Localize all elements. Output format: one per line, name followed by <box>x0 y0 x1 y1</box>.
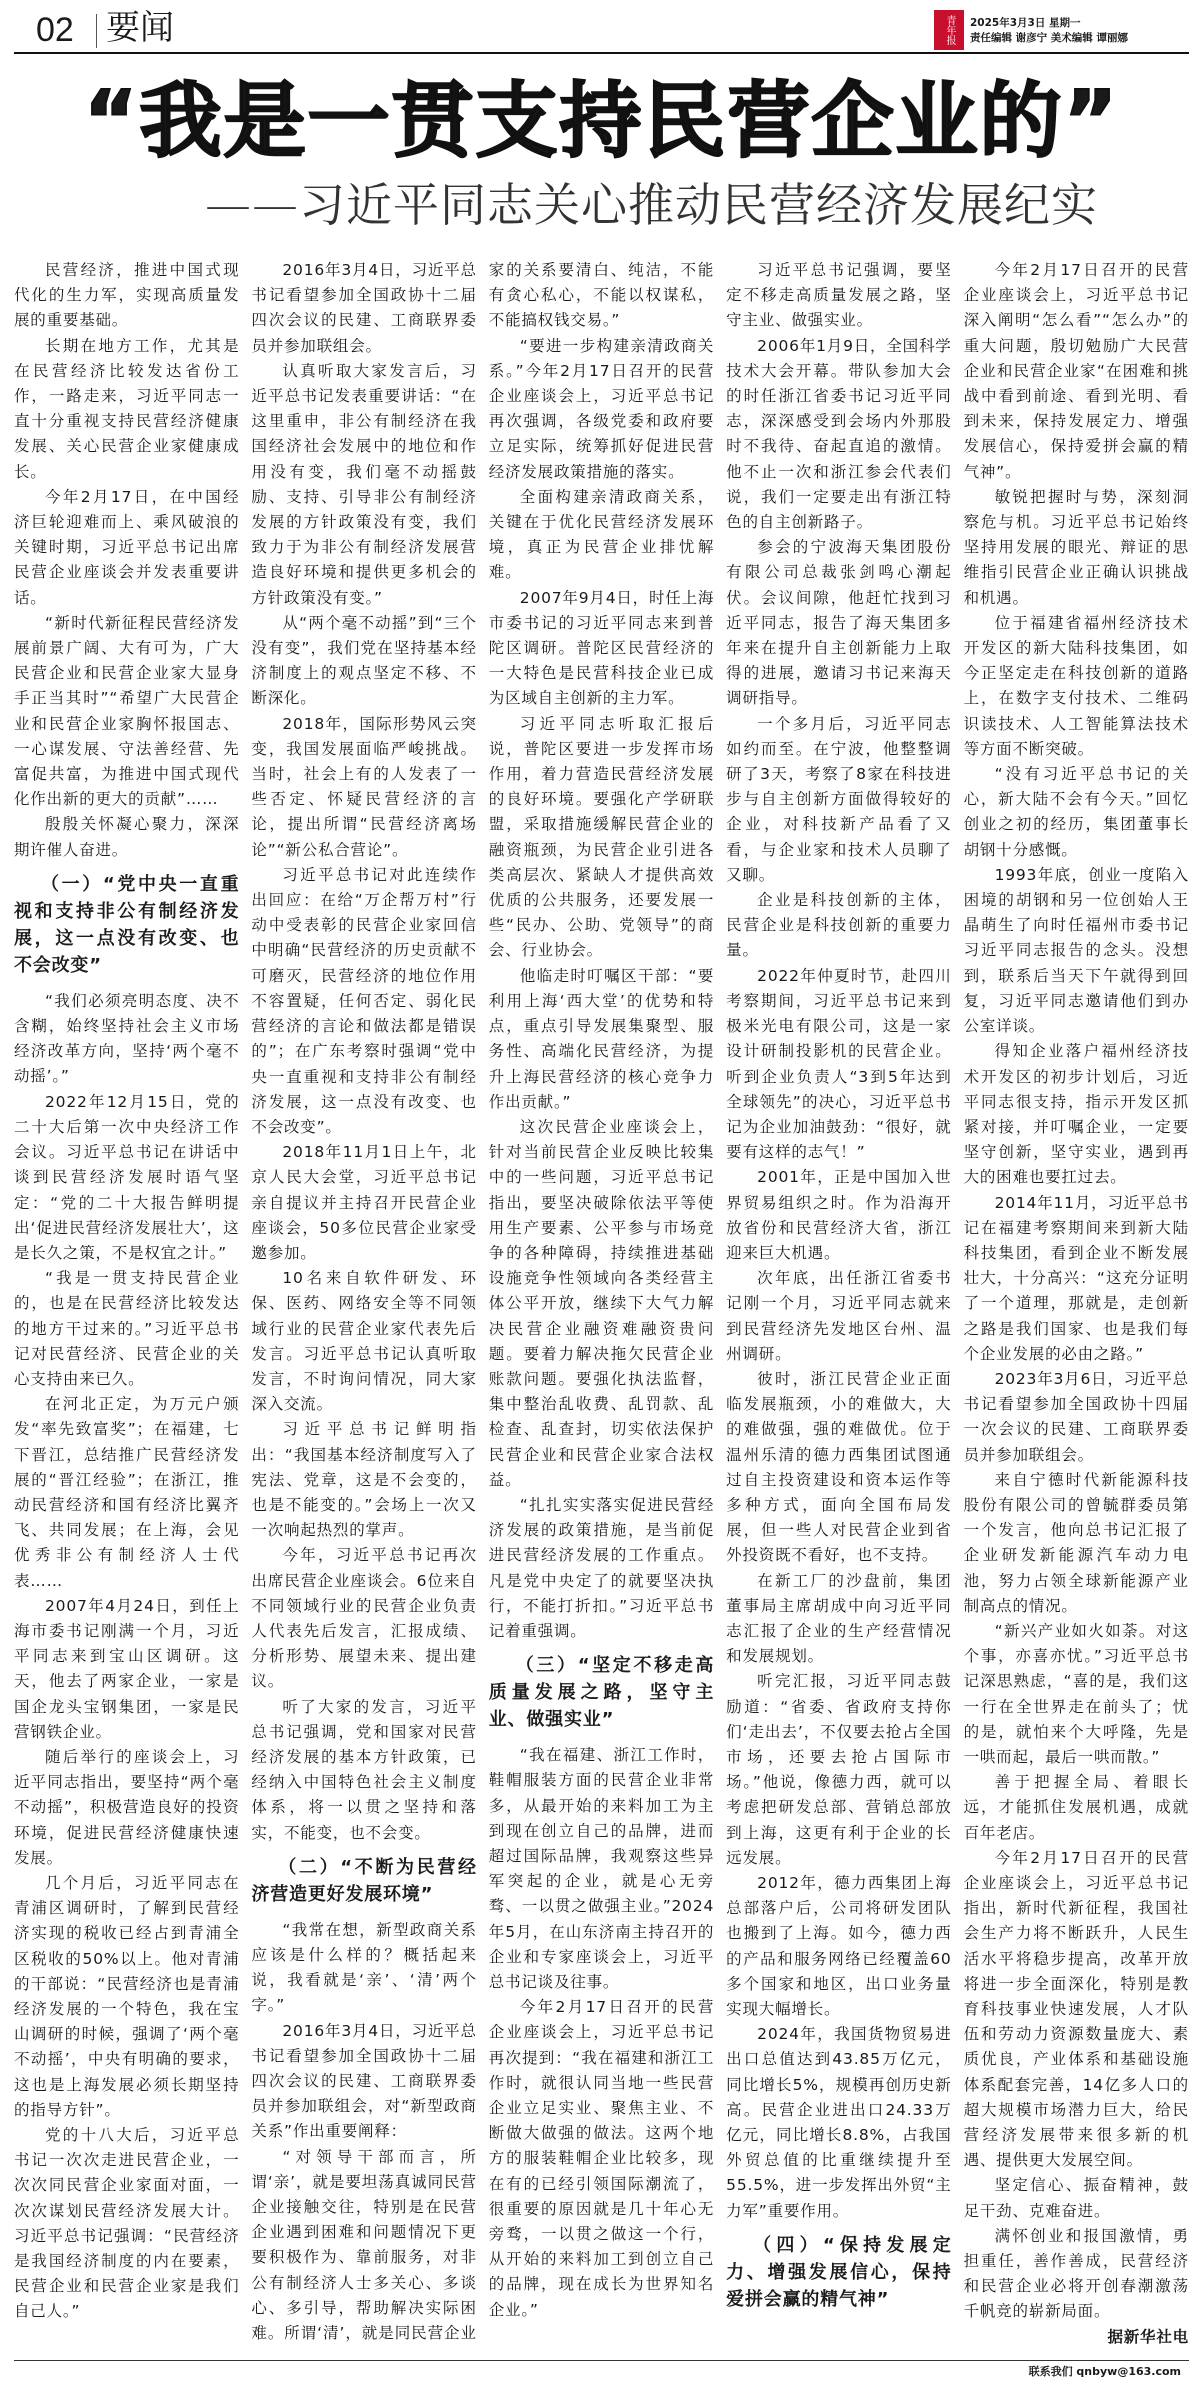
paragraph: 一个多月后，习近平同志如约而至。在宁波，他整整调研了3天，考察了8家在科技进步与自主创新方面做得较好的企业，对科技新产品看了又看，与企业家和技术人员聊了又聊。 <box>726 714 952 884</box>
paragraph: 2022年仲夏时节，赴四川考察期间，习近平总书记来到极米光电有限公司，这是一家设计研制投影机的民营企业。听到企业负责人“3到5年达到全球领先”的决心，习近平总书记为企业加油鼓劲：“很好，就要有这样的志气！” <box>726 966 952 1162</box>
article-source: 据新华社电 <box>1107 2327 1189 2346</box>
article-body <box>14 258 1189 2350</box>
paragraph: 得知企业落户福州经济技术开发区的初步计划后，习近平同志很支持，指示开发区抓紧对接，并叮嘱企业，一定要坚守创新，坚守实业，遇到再大的困难也要扛过去。 <box>963 1042 1189 1187</box>
paragraph: 次年底，出任浙江省委书记刚一个月，习近平同志就来到民营经济先发地区台州、温州调研。 <box>726 1269 952 1363</box>
paragraph: 2022年12月15日，党的二十大后第一次中央经济工作会议。习近平总书记在讲话中谈到民营经济发展时语气坚定：“党的二十大报告鲜明提出‘促进民营经济发展壮大’，这是长久之策，不是权宜之计。” <box>14 1092 240 1262</box>
paragraph: 听了大家的发言，习近平总书记强调，党和国家对民营经济发展的基本方针政策，已经纳入中国特色社会主义制度体系，将一以贯之坚持和落实，不能变，也不会变。 <box>251 1697 477 1842</box>
section-name: 要闻 <box>106 8 174 48</box>
paragraph: 党的十八大后，习近平总书记一次次走进民营企业，一次次同民营企业家面对面，一次次谋划民营经济发展大计。习近平总书记强调：“民营经济是我国经济制度的内在要素，民营企业和民营企业家是我们自己人。” <box>14 2126 240 2321</box>
paragraph: 2007年9月4日，时任上海市委书记的习近平同志来到普陀区调研。普陀区民营经济的一大特色是民营科技企业已成为区域自主创新的主力军。 <box>488 588 715 708</box>
paragraph: 彼时，浙江民营企业正面临发展瓶颈，小的难做大，大的难做强，强的难做优。位于温州乐清的德力西集团试图通过自主投资建设和资本运作等多种方式，面向全国布局发展，但一些人对民营企业到省外投资既不看好，也不支持。 <box>726 1369 952 1565</box>
paragraph: “我常在想，新型政商关系应该是什么样的？概括起来说，我看就是‘亲’、‘清’两个字。” <box>251 1920 477 2015</box>
paragraph: 10名来自软件研发、环保、医药、网络安全等不同领域行业的民营企业家代表先后发言。习近平总书记认真听取发言，不时询问情况，同大家深入交流。 <box>251 1269 477 1414</box>
paragraph: 今年2月17日，在中国经济巨轮迎难而上、乘风破浪的关键时期，习近平总书记出席民营企业座谈会并发表重要讲话。 <box>14 487 240 607</box>
paragraph: “要进一步构建亲清政商关系。”今年2月17日召开的民营企业座谈会上，习近平总书记再次强调，各级党委和政府要立足实际，统筹抓好促进民营经济发展政策措施的落实。 <box>488 336 715 481</box>
paragraph: 坚定信心、振奋精神，鼓足干劲、克难奋进。 <box>963 2176 1189 2220</box>
issue-date: 2025年3月3日 星期一 <box>970 17 1081 29</box>
paragraph: “我们必须亮明态度、决不含糊，始终坚持社会主义市场经济改革方向，坚持‘两个毫不动摇’。” <box>14 991 240 1086</box>
paragraph: 民营经济，推进中国式现代化的生力军，实现高质量发展的重要基础。 <box>14 261 240 330</box>
paragraph: 满怀创业和报国激情，勇担重任，善作善成，民营经济和民营企业必将开创春潮激荡千帆竞的崭新局面。 <box>963 2226 1189 2321</box>
editors-credit: 责任编辑 谢彦宁 美术编辑 谭丽娜 <box>970 32 1128 44</box>
paragraph: 2018年11月1日上午，北京人民大会堂，习近平总书记亲自提议并主持召开民营企业座谈会，50多位民营企业家受邀参加。 <box>251 1143 477 1262</box>
paragraph: 参会的宁波海天集团股份有限公司总裁张剑鸣心潮起伏。会议间隙，他赶忙找到习近平同志，报告了海天集团多年来在提升自主创新能力上取得的进展，邀请习书记来海天调研指导。 <box>726 538 952 708</box>
paragraph: 习近平总书记鲜明指出：“我国基本经济制度写入了宪法、党章，这是不会变的，也是不能变的。”会场上一次又一次响起热烈的掌声。 <box>251 1420 477 1540</box>
newspaper-logo: 青年报 <box>934 10 964 50</box>
paragraph: 今年2月17日召开的民营企业座谈会上，习近平总书记指出，新时代新征程，我国社会生产力将不断跃升，人民生活水平将稳步提高，改革开放将进一步全面深化，特别是教育科技事业快速发展，人才队伍和劳动力资源数量庞大、素质优良，产业体系和基础设施体系配套完善，14亿多人口的超大规模市场潜力巨大，给民营经济发展带来很多新的机遇、提供更大发展空间。 <box>963 1848 1189 2170</box>
paragraph: 善于把握全局、着眼长远，才能抓住发展机遇，成就百年老店。 <box>963 1773 1189 1842</box>
paragraph: 今年2月17日召开的民营企业座谈会上，习近平总书记深入阐明“怎么看”“怎么办”的重大问题，殷切勉励广大民营企业和民营企业家“在困难和挑战中看到前途、看到光明、看到未来，保持发展定力、增强发展信心，保持爱拼会赢的精气神”。 <box>963 261 1189 481</box>
paragraph: 来自宁德时代新能源科技股份有限公司的曾毓群委员第一个发言，他向总书记汇报了企业研发新能源汽车动力电池，努力占领全球新能源产业制高点的情况。 <box>963 1470 1189 1615</box>
paragraph: 认真听取大家发言后，习近平总书记发表重要讲话：“在这里重申，非公有制经济在我国经济社会发展中的地位和作用没有变，我们毫不动摇鼓励、支持、引导非公有制经济发展的方针政策没有变，我们致力于为非公有制经济发展营造良好环境和提供更多机会的方针政策没有变。” <box>251 361 477 607</box>
paragraph: “新兴产业如火如荼。对这个事，亦喜亦忧。”习近平总书记深思熟虑，“喜的是，我们这一行在全世界走在前头了；忧的是，就怕来个大呼隆，先是一哄而起，最后一哄而散。” <box>963 1621 1189 1766</box>
footer-contact: 联系我们 qnbyw@163.com <box>1028 2364 1181 2378</box>
page-footer <box>14 2360 1189 2383</box>
article-title: “我是一贯支持民营企业的” <box>83 74 1120 169</box>
paragraph: 习近平总书记强调，要坚定不移走高质量发展之路，坚守主业、做强实业。 <box>726 261 952 330</box>
paragraph: 这次民营企业座谈会上，针对当前民营企业反映比较集中的一些问题，习近平总书记指出，要坚决破除依法平等使用生产要素、公平参与市场竞争的各种障碍，持续推进基础设施竞争性领域向各类经营主体公平开放，继续下大气力解决民营企业融资难融资贵问题。要着力解决拖欠民营企业账款问题。要强化执法监督，集中整治乱收费、乱罚款、乱检查、乱查封，切实依法保护民营企业和民营企业家合法权益。 <box>488 1117 715 1489</box>
paragraph: “对领导干部而言，所谓‘亲’，就是要坦荡真诚同民营企业接触交往，特别是在民营企业遇到困难和问题情况下更要积极作为、靠前服务，对非公有制经济人士多关心、多谈心、多引导，帮助解决实际困难。所谓‘清’，就是同民营企业家的关系要清白、纯洁，不能有贪心私心，不能以权谋私，不能搞权钱交易。” <box>251 261 715 2343</box>
paragraph: “我是一贯支持民营企业的，也是在民营经济比较发达的地方干过来的。”习近平总书记对民营经济、民营企业的关心支持由来已久。 <box>14 1269 240 1388</box>
paragraph: 2001年，正是中国加入世界贸易组织之时。作为沿海开放省份和民营经济大省，浙江迎来巨大机遇。 <box>726 1168 952 1262</box>
paragraph: “扎扎实实落实促进民营经济发展的政策措施，是当前促进民营经济发展的工作重点。凡是党中央定了的就要坚决执行，不能打折扣。”习近平总书记着重强调。 <box>488 1495 715 1640</box>
article-subtitle: ——习近平同志关心推动民营经济发展纪实 <box>205 178 1098 232</box>
paragraph: 企业是科技创新的主体，民营企业是科技创新的重要力量。 <box>726 891 952 960</box>
paragraph: 几个月后，习近平同志在青浦区调研时，了解到民营经济实现的税收已经占到青浦全区税收的50%以上。他对青浦的干部说：“民营经济也是青浦经济发展的一个特色，我在宝山调研的时候，强调了‘两个毫不动摇’，中央有明确的要求，这也是上海发展必须长期坚持的指导方针”。 <box>14 1873 240 2119</box>
paragraph: “没有习近平总书记的关心，新大陆不会有今天。”回忆创业之初的经历，集团董事长胡钢十分感慨。 <box>963 765 1189 859</box>
paragraph: 长期在地方工作，尤其是在民营经济比较发达省份工作，一路走来，习近平同志一直十分重视支持民营经济健康发展、关心民营企业家健康成长。 <box>14 336 240 481</box>
issue-meta <box>970 16 1128 46</box>
paragraph: 随后举行的座谈会上，习近平同志指出，要坚持“两个毫不动摇”，积极营造良好的投资环境，促进民营经济健康快速发展。 <box>14 1747 240 1867</box>
paragraph: “新时代新征程民营经济发展前景广阔、大有可为，广大民营企业和民营企业家大显身手正当其时”“希望广大民营企业和民营企业家胸怀报国志、一心谋发展、守法善经营、先富促共富，为推进中国式现代化作出新的更大的贡献”…… <box>14 613 240 809</box>
paragraph: 习近平总书记对此连续作出回应：在给“万企帮万村”行动中受表彰的民营企业家回信中明确“民营经济的历史贡献不可磨灭，民营经济的地位作用不容置疑，任何否定、弱化民营经济的言论和做法都是错误的”；在广东考察时强调“党中央一直重视和支持非公有制经济发展，这一点没有改变、也不会改变”。 <box>251 865 477 1136</box>
paragraph: 2006年1月9日，全国科学技术大会开幕。带队参加大会的时任浙江省委书记习近平同志，深深感受到会场内外那股时不我待、奋起直追的激情。他不止一次和浙江参会代表们说，我们一定要走出有浙江特色的自主创新路子。 <box>726 336 952 532</box>
paragraph: 2018年，国际形势风云突变，我国发展面临严峻挑战。当时，社会上有的人发表了一些否定、怀疑民营经济的言论，提出所谓“民营经济离场论”“新公私合营论”。 <box>251 714 477 859</box>
paragraph: 全面构建亲清政商关系，关键在于优化民营经济发展环境，真正为民营企业排忧解难。 <box>488 487 715 582</box>
section-heading: （一）“党中央一直重视和支持非公有制经济发展，这一点没有改变、也不会改变” <box>14 873 240 976</box>
paragraph: 2016年3月4日，习近平总书记看望参加全国政协十二届四次会议的民建、工商联界委员并参加联组会，对“新型政商关系”作出重要阐释： <box>251 2021 477 2141</box>
section-heading: （四）“保持发展定力、增强发展信心，保持爱拼会赢的精气神” <box>726 2234 952 2310</box>
paragraph: 殷殷关怀凝心聚力，深深期许催人奋进。 <box>14 815 240 859</box>
page-header <box>14 8 1189 54</box>
paragraph: 2024年，我国货物贸易进出口总值达到43.85万亿元，同比增长5%，规模再创历史新高。民营企业进出口24.33万亿元，同比增长8.8%，占我国外贸总值的比重继续提升至55.5%，进一步发挥出外贸“主力军”重要作用。 <box>726 2025 952 2220</box>
page-number: 02 <box>36 11 74 49</box>
paragraph: 听完汇报，习近平同志鼓励道：“省委、省政府支持你们‘走出去’，不仅要去抢占全国市场，还要去抢占国际市场。”他说，像德力西，就可以考虑把研发总部、营销总部放到上海，这更有利于企业的长远发展。 <box>726 1672 952 1867</box>
paragraph: 他临走时叮嘱区干部：“要利用上海‘西大堂’的优势和特点，重点引导发展集聚型、服务性、高端化民营经济，为提升上海民营经济的核心竞争力作出贡献。” <box>488 966 715 1111</box>
paragraph: 在新工厂的沙盘前，集团董事局主席胡成中向习近平同志汇报了企业的生产经营情况和发展规划。 <box>726 1571 952 1666</box>
paragraph: 2016年3月4日，习近平总书记看望参加全国政协十二届四次会议的民建、工商联界委员并参加联组会。 <box>251 261 477 355</box>
paragraph: 敏锐把握时与势，深刻洞察危与机。习近平总书记始终坚持用发展的眼光、辩证的思维指引民营企业正确认识挑战和机遇。 <box>963 487 1189 607</box>
paragraph: 今年2月17日召开的民营企业座谈会上，习近平总书记再次提到：“我在福建和浙江工作时，就很认同当地一些民营企业立足实业、聚焦主业、不断做大做强的做法。这两个地方的服装鞋帽企业比较多，现在有的已经引领国际潮流了，很重要的原因就是几十年心无旁骛，一以贯之做这一个行，从开始的来料加工到创立自己的品牌，现在成长为世界知名企业。” <box>488 1998 715 2319</box>
header-divider <box>96 14 97 48</box>
paragraph: 1993年底，创业一度陷入困境的胡钢和另一位创始人王晶萌生了向时任福州市委书记习近平同志报告的念头。没想到，联系后当天下午就得到回复，习近平同志邀请他们到办公室详谈。 <box>963 865 1189 1036</box>
paragraph: 习近平同志听取汇报后说，普陀区要进一步发挥市场作用，着力营造民营经济发展的良好环境。要强化产学研联盟，采取措施缓解民营企业的融资瓶颈，为民营企业引进各类高层次、紧缺人才提供高效优质的公共服务，还要发展一些“民办、公助、党领导”的商会、行业协会。 <box>488 714 715 960</box>
paragraph: 今年，习近平总书记再次出席民营企业座谈会。6位来自不同领域行业的民营企业负责人代表先后发言，汇报成绩、分析形势、展望未来、提出建议。 <box>251 1546 477 1691</box>
section-heading: （三）“坚定不移走高质量发展之路，坚守主业、做强实业” <box>488 1655 715 1731</box>
paragraph: 2012年，德力西集团上海总部落户后，公司将研发团队也搬到了上海。如今，德力西的产品和服务网络已经覆盖60多个国家和地区，出口业务量实现大幅增长。 <box>726 1874 952 2019</box>
paragraph: 2014年11月，习近平总书记在福建考察期间来到新大陆科技集团，看到企业不断发展壮大，十分高兴：“这充分证明了一个道理，那就是，走创新之路是我们国家、也是我们每个企业发展的必由之路。” <box>963 1193 1189 1363</box>
paragraph: 在河北正定，为万元户颁发“率先致富奖”；在福建，七下晋江，总结推广民营经济发展的“晋江经验”；在浙江，推动民营经济和国有经济比翼齐飞、共同发展；在上海，会见优秀非公有制经济人士代表…… <box>14 1395 240 1590</box>
paragraph: “我在福建、浙江工作时，鞋帽服装方面的民营企业非常多，从最开始的来料加工为主到现在创立自己的品牌，进而超过国际品牌，我观察这些异军突起的企业，就是心无旁骛、一以贯之做强主业。”2024年5月，在山东济南主持召开的企业和专家座谈会上，习近平总书记谈及往事。 <box>488 1746 715 1991</box>
paragraph: 从“两个毫不动摇”到“三个没有变”，我们党在坚持基本经济制度上的观点坚定不移、不断深化。 <box>251 613 477 708</box>
paragraph: 2007年4月24日，到任上海市委书记刚满一个月，习近平同志来到宝山区调研。这天，他去了两家企业，一家是国企龙头宝钢集团，一家是民营钢铁企业。 <box>14 1596 240 1741</box>
paragraph: 2023年3月6日，习近平总书记看望参加全国政协十四届一次会议的民建、工商联界委员并参加联组会。 <box>963 1369 1189 1464</box>
paragraph: 位于福建省福州经济技术开发区的新大陆科技集团，如今正坚定走在科技创新的道路上，在数字支付技术、二维码识读技术、人工智能算法技术等方面不断突破。 <box>963 613 1189 758</box>
section-heading: （二）“不断为民营经济营造更好发展环境” <box>251 1856 477 1905</box>
